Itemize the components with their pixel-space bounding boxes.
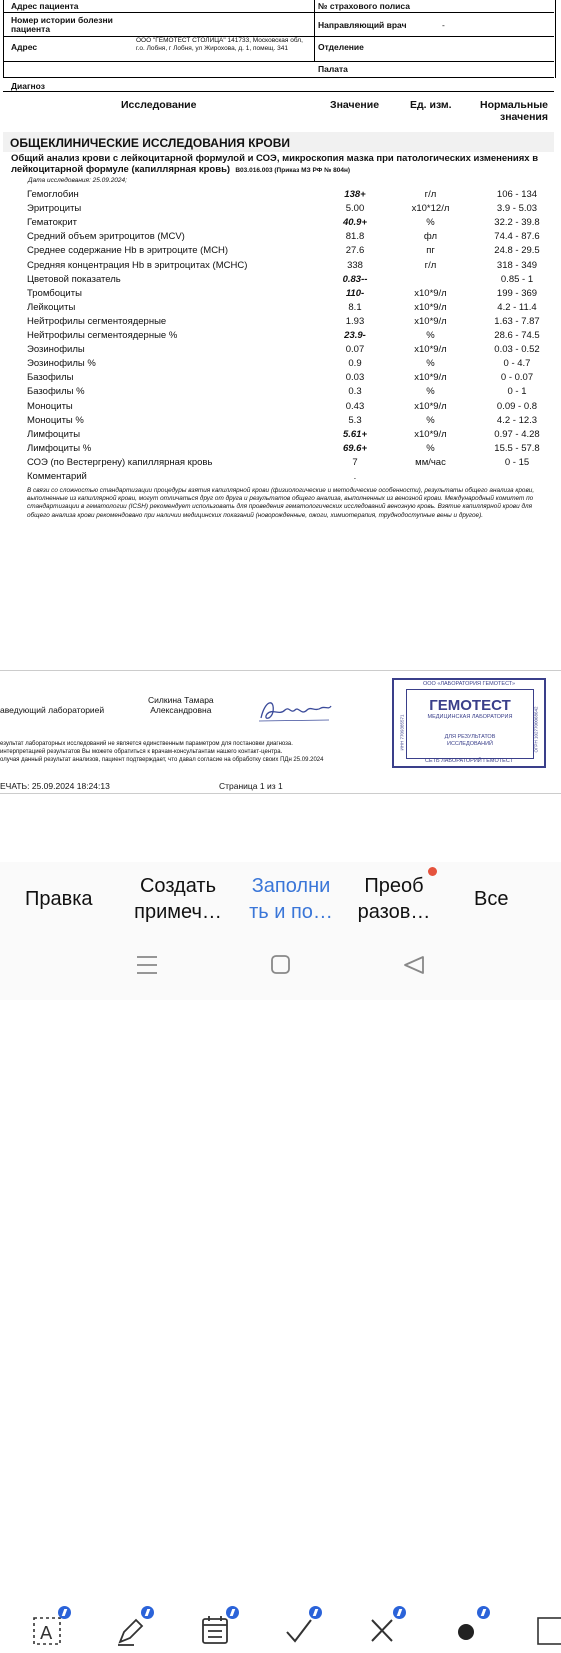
badge-icon: [226, 1606, 239, 1619]
result-unit: %: [426, 217, 435, 229]
result-value: 1.93: [345, 315, 365, 327]
result-value: 0.43: [345, 400, 365, 412]
result-row: [0, 401, 561, 415]
result-normal-range: 199 - 369: [496, 287, 538, 299]
checkmark-tool-icon[interactable]: [282, 1612, 316, 1648]
convert-button[interactable]: Преоб разов…: [357, 875, 431, 923]
result-normal-range: 74.4 - 87.6: [494, 231, 540, 243]
result-value: 110-: [345, 287, 365, 299]
result-normal-range: 1.63 - 7.87: [494, 315, 540, 327]
result-normal-range: 318 - 349: [496, 259, 538, 271]
result-value: 0.3: [348, 386, 362, 398]
badge-icon: [58, 1606, 71, 1619]
recent-apps-icon[interactable]: [133, 955, 163, 975]
col-header-normal: Нормальные значения: [479, 99, 548, 123]
position-title: аведующий лабораторией: [0, 705, 105, 715]
result-row: [0, 358, 561, 372]
divider: [0, 670, 561, 671]
test-code: В03.016.003 (Приказ МЗ РФ № 804н): [235, 167, 351, 174]
result-normal-range: 15.5 - 57.8: [494, 442, 540, 454]
more-tool-icon[interactable]: [532, 1612, 561, 1648]
section-title: ОБЩЕКЛИНИЧЕСКИЕ ИССЛЕДОВАНИЯ КРОВИ: [10, 136, 290, 150]
result-unit: г/л: [424, 189, 437, 200]
result-row: [0, 330, 561, 344]
result-unit: x10*9/л: [414, 287, 447, 299]
fill-sign-button[interactable]: Заполни ть и по…: [249, 875, 333, 923]
result-unit: x10*9/л: [414, 372, 447, 384]
result-name: Нейтрофилы сегментоядерные %: [27, 330, 178, 341]
divider: [3, 12, 554, 13]
cross-tool-icon[interactable]: [366, 1612, 400, 1648]
patient-address-label: Адрес пациента: [11, 1, 79, 11]
disclaimer-line: интерпретацией результатов Вы можете обратиться к врачам-консультантам нашего контакт-центра.: [0, 749, 283, 755]
form-tool-icon[interactable]: [199, 1612, 233, 1648]
divider: [0, 793, 561, 794]
notification-dot: [428, 867, 437, 876]
result-name: Эозинофилы %: [27, 358, 96, 370]
result-normal-range: 3.9 - 5.03: [496, 203, 538, 215]
result-row: [0, 344, 561, 358]
lab-stamp: ООО «ЛАБОРАТОРИЯ ГЕМОТЕСТ» ГЕМОТЕСТ МЕДИЦИНСКАЯ ЛАБОРАТОРИЯ ДЛЯ РЕЗУЛЬТАТОВ ИССЛЕДОВАНИЙ СЕТЬ ЛАБОРАТОРИЙ ГЕМОТЕСТ ИНН 7709385571 ОГРН 1027700068642: [392, 678, 546, 768]
result-row: [0, 415, 561, 429]
result-row: [0, 203, 561, 217]
print-timestamp: ЕЧАТЬ: 25.09.2024 18:24:13: [0, 781, 110, 791]
result-normal-range: 0 - 4.7: [503, 358, 531, 370]
result-row: [0, 217, 561, 231]
result-name: Гематокрит: [27, 217, 78, 229]
result-value: 0.03: [345, 372, 365, 384]
history-label: Номер истории болезни пациента: [11, 15, 113, 34]
page-number: Страница 1 из 1: [219, 781, 283, 791]
divider: [3, 77, 554, 78]
result-name: Средний объем эритроцитов (MCV): [27, 231, 185, 243]
ref-doctor-value: -: [442, 20, 445, 30]
result-unit: пг: [426, 245, 435, 257]
result-value: 40.9+: [342, 217, 368, 229]
result-row: [0, 386, 561, 400]
result-name: Цветовой показатель: [27, 273, 121, 285]
result-row: [0, 245, 561, 259]
result-name: Лейкоциты: [27, 301, 76, 313]
result-value: 8.1: [348, 301, 362, 313]
result-value: 23.9-: [344, 330, 366, 341]
result-name: СОЭ (по Вестергрену) капиллярная кровь: [27, 456, 213, 468]
result-row: [0, 443, 561, 457]
diagnosis-label: Диагноз: [11, 81, 45, 91]
divider: [314, 0, 315, 61]
result-normal-range: 0 - 1: [507, 386, 527, 398]
dot-tool-icon[interactable]: [450, 1612, 484, 1648]
result-value: 138+: [344, 189, 366, 200]
col-header-unit: Ед. изм.: [410, 99, 452, 111]
study-date: Дата исследования: 25.09.2024;: [28, 177, 127, 184]
ward-label: Палата: [318, 64, 348, 74]
all-tools-button[interactable]: Все: [474, 888, 509, 910]
result-row: [0, 274, 561, 288]
back-icon[interactable]: [400, 955, 430, 975]
result-row: [0, 260, 561, 274]
result-unit: %: [426, 414, 435, 426]
result-value: 5.3: [348, 414, 362, 426]
result-value: 0.07: [345, 344, 365, 356]
divider: [3, 61, 554, 62]
result-name: Тромбоциты: [27, 287, 82, 299]
result-normal-range: 4.2 - 12.3: [496, 414, 538, 426]
result-normal-range: 0.09 - 0.8: [496, 400, 538, 412]
signature-image: [255, 690, 335, 726]
result-name: Лимфоциты %: [27, 442, 92, 454]
result-name: Базофилы: [27, 372, 74, 384]
result-row: [0, 189, 561, 203]
result-value: 81.8: [345, 231, 365, 243]
result-unit: x10*12/л: [411, 203, 450, 215]
result-name: Моноциты %: [27, 414, 84, 426]
result-unit: x10*9/л: [414, 400, 447, 412]
result-normal-range: 0.97 - 4.28: [494, 428, 540, 440]
result-name: Эритроциты: [27, 203, 82, 215]
result-name: Среднее содержание Hb в эритроците (MCH): [27, 245, 229, 257]
result-unit: %: [426, 330, 435, 341]
result-normal-range: 32.2 - 39.8: [494, 217, 540, 229]
address-label: Адрес: [11, 42, 38, 52]
result-value: 5.00: [345, 203, 365, 215]
result-normal-range: 0.03 - 0.52: [494, 344, 540, 356]
result-unit: x10*9/л: [414, 344, 447, 356]
edit-button[interactable]: Правка: [25, 888, 93, 910]
result-unit: x10*9/л: [414, 428, 447, 440]
col-header-value: Значение: [330, 99, 380, 111]
badge-icon: [141, 1606, 154, 1619]
col-header-test: Исследование: [121, 99, 197, 111]
result-name: Гемоглобин: [27, 189, 79, 200]
svg-text:A: A: [40, 1623, 53, 1644]
result-normal-range: 4.2 - 11.4: [497, 301, 537, 313]
badge-icon: [309, 1606, 322, 1619]
result-row: [0, 288, 561, 302]
result-name: Лимфоциты: [27, 428, 81, 440]
result-name: Комментарий: [27, 471, 87, 482]
ref-doctor-label: Направляющий врач: [318, 20, 407, 30]
pen-tool-icon[interactable]: [114, 1612, 148, 1648]
insurance-label: № страхового полиса: [318, 1, 410, 11]
result-unit: x10*9/л: [414, 301, 447, 313]
badge-icon: [393, 1606, 406, 1619]
result-row: [0, 316, 561, 330]
result-value: 338: [347, 259, 363, 271]
result-value: 27.6: [345, 245, 365, 257]
divider: [3, 91, 554, 92]
create-note-button[interactable]: Создать примеч…: [134, 875, 222, 923]
result-normal-range: 28.6 - 74.5: [494, 330, 540, 341]
result-row: [0, 471, 561, 485]
document-page: [0, 0, 561, 800]
result-row: [0, 231, 561, 245]
department-label: Отделение: [318, 42, 364, 52]
disclaimer-line: езультат лабораторных исследований не является единственным параметром для постановки диагноза.: [0, 741, 293, 747]
result-value: 69.6+: [342, 442, 368, 454]
result-name: Базофилы %: [27, 386, 85, 398]
home-icon[interactable]: [268, 955, 298, 975]
result-value: 0.9: [348, 358, 362, 370]
result-unit: %: [426, 442, 435, 454]
result-value: 5.61+: [342, 428, 368, 440]
result-unit: %: [426, 358, 435, 370]
test-title: Общий анализ крови с лейкоцитарной формулой и СОЭ, микроскопия мазка при патологических изменениях в лейкоцитарной формуле (капиллярная кровь) В03.016.003 (Приказ МЗ РФ № 804н): [11, 153, 539, 175]
result-name: Эозинофилы: [27, 344, 85, 356]
result-name: Нейтрофилы сегментоядерные: [27, 315, 167, 327]
text-box-tool-icon[interactable]: [31, 1612, 65, 1648]
result-normal-range: 24.8 - 29.5: [494, 245, 540, 257]
result-unit: x10*9/л: [414, 315, 447, 327]
result-name: Средняя концентрация Hb в эритроцитах (MCHC): [27, 259, 248, 271]
result-unit: мм/час: [415, 456, 446, 468]
disclaimer-line: олучая данный результат анализов, пациент подтверждает, что давал согласие на обработку своих ПДн 25.09.2024: [0, 757, 324, 763]
result-normal-range: 0 - 15: [504, 456, 530, 468]
result-row: [0, 457, 561, 471]
result-unit: фл: [423, 231, 438, 243]
result-unit: г/л: [424, 259, 437, 271]
result-value: 0.83--: [342, 273, 368, 285]
result-row: [0, 372, 561, 386]
result-unit: %: [426, 386, 435, 398]
badge-icon: [477, 1606, 490, 1619]
result-normal-range: 106 - 134: [496, 189, 538, 200]
result-normal-range: 0.85 - 1: [500, 273, 534, 285]
disclaimer-note: В связи со сложностью стандартизации процедуры взятия капиллярной крови (физиологические и методические особенности), результаты общего анализа крови, выполненные из капиллярной крови, могут отличаться друг от друга и результатов общего анализа, выполненных из венозной крови. Международный комитет по стандартизации в гематологии (ICSH) рекомендует использовать для проведения гематологических исследований венозную кровь. Взятие капиллярной крови для общего анализа крови рекомендовано при наличии медицинских показаний (новорожденные, ожоги, химиотерапия, труднодоступные вены и другое).: [27, 487, 535, 519]
result-value: .: [353, 471, 357, 482]
address-value: ООО "ГЕМОТЕСТ СТОЛИЦА" 141733, Московская обл, г.о. Лобня, г Лобня, ул Жирохова, д. 1, помещ. 341: [136, 37, 303, 52]
result-name: Моноциты: [27, 400, 73, 412]
signer-name: Силкина Тамара Александровна: [148, 695, 214, 715]
result-normal-range: 0 - 0.07: [500, 372, 534, 384]
result-row: [0, 302, 561, 316]
result-row: [0, 429, 561, 443]
result-value: 7: [352, 456, 358, 468]
